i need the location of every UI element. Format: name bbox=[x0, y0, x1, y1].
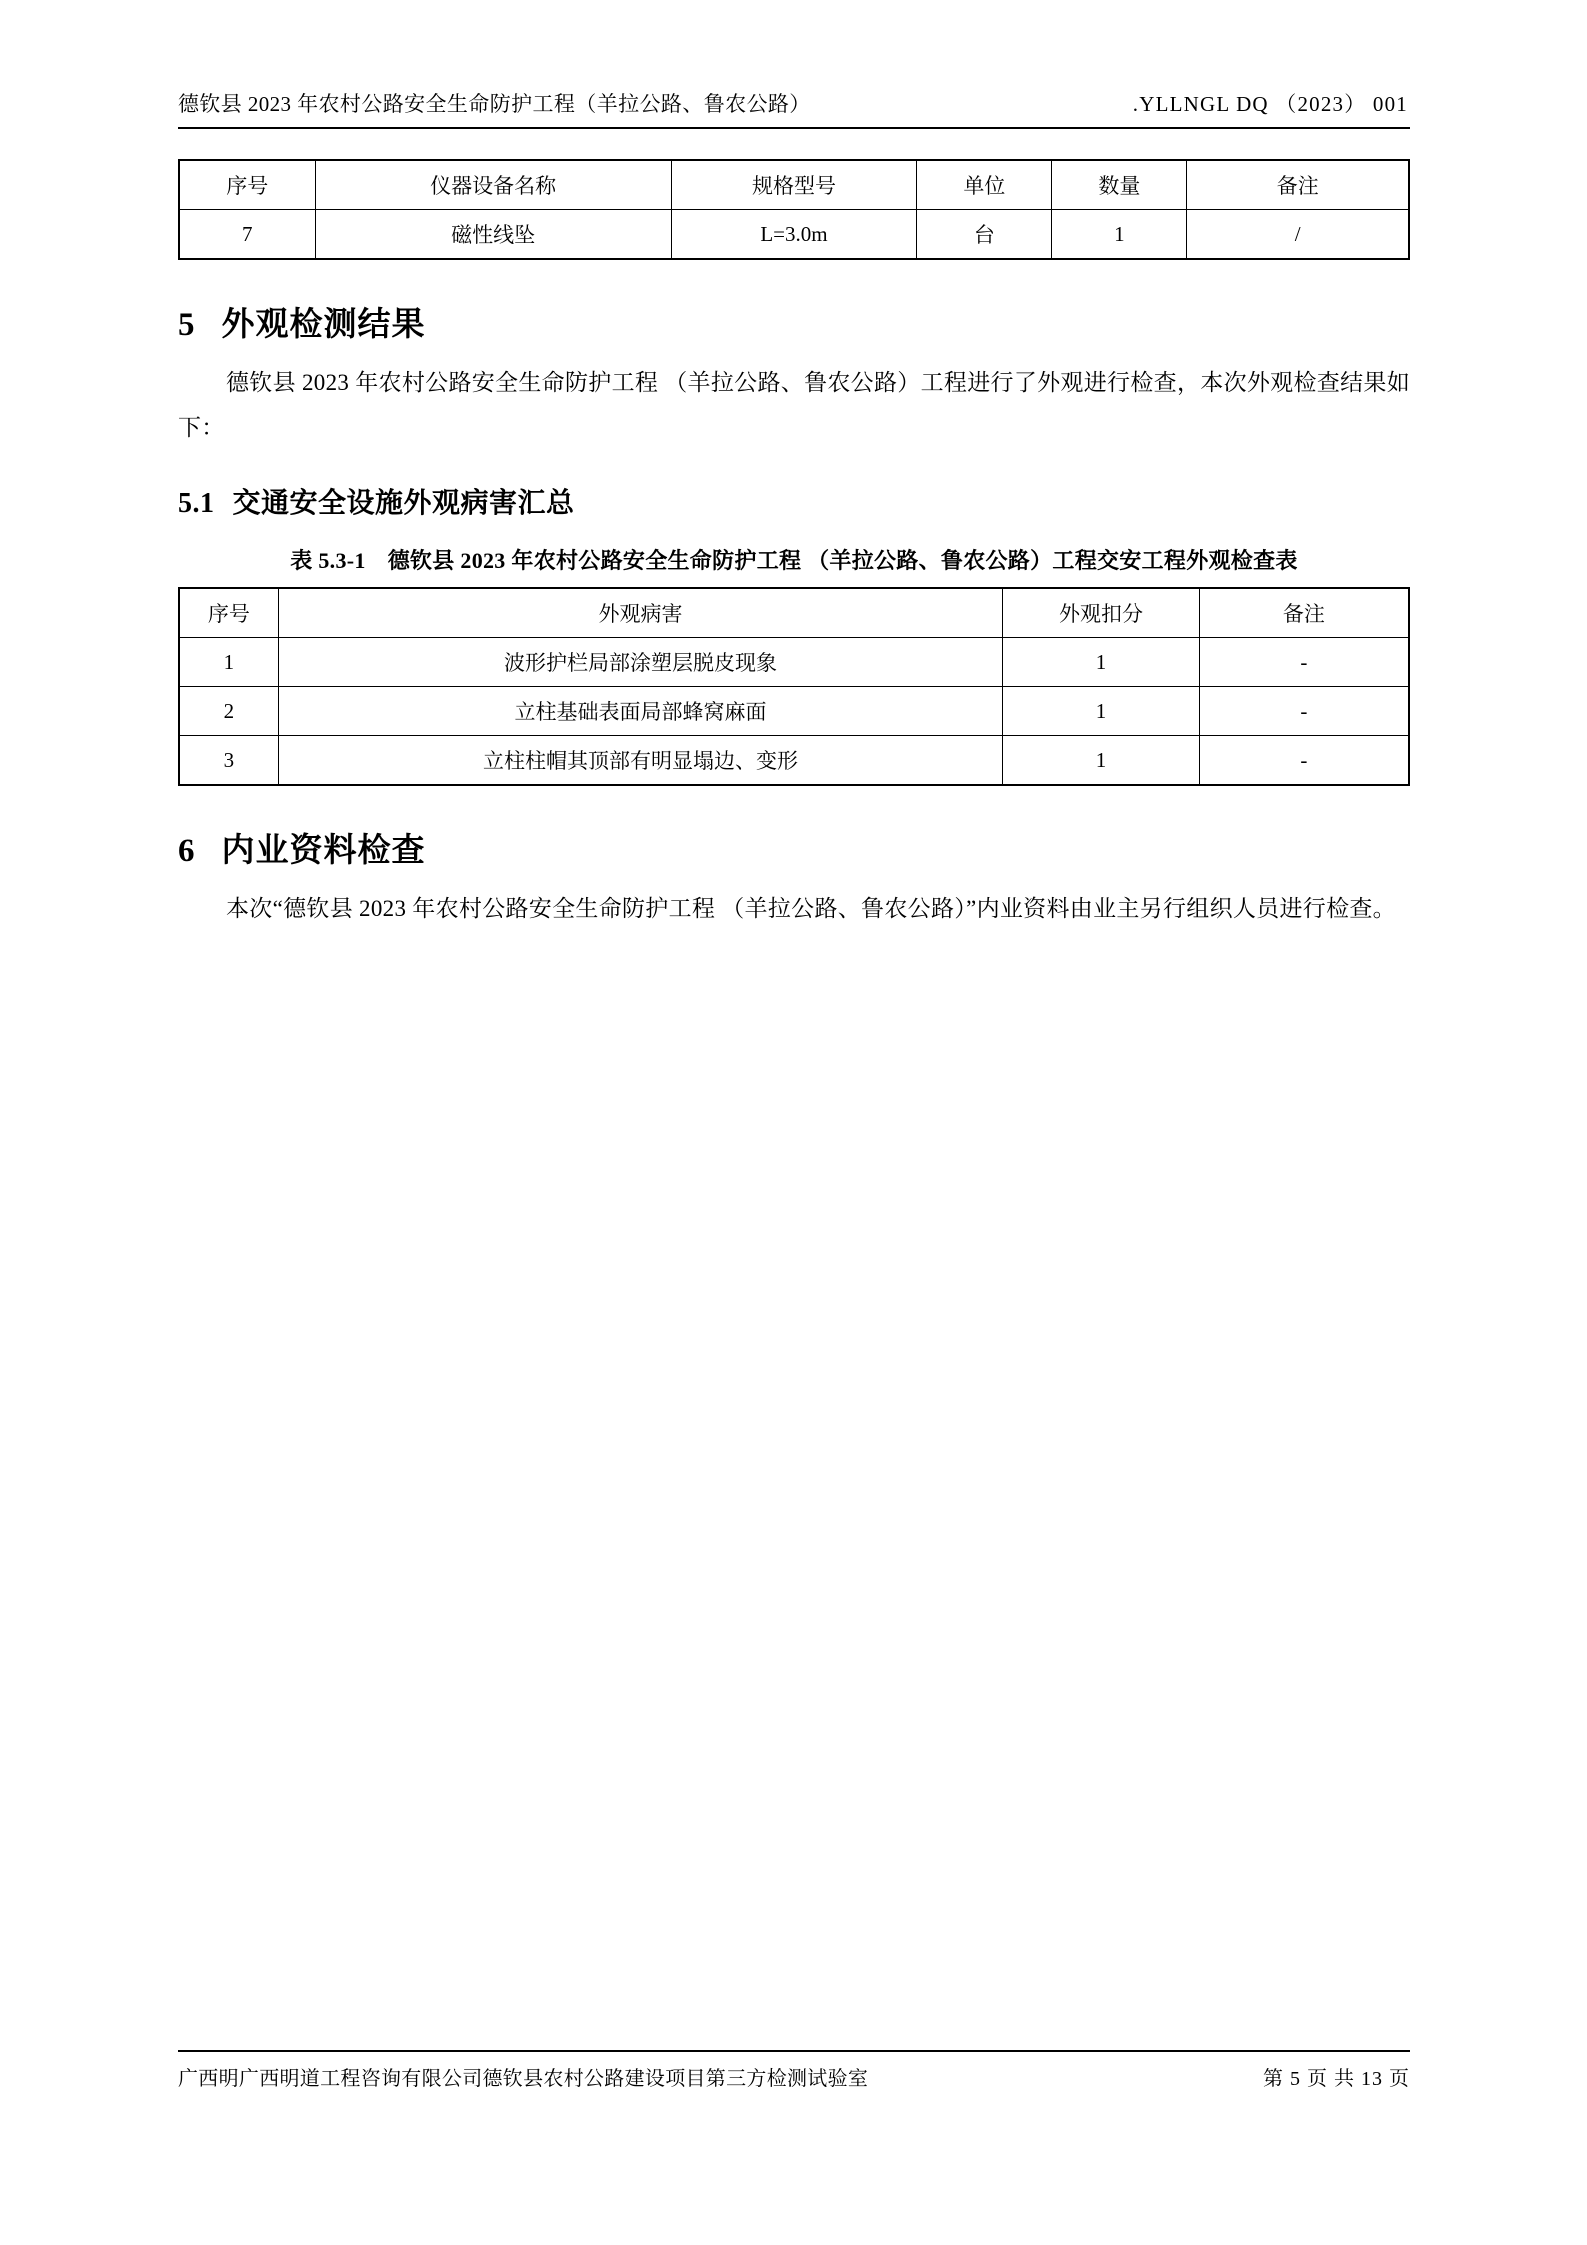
table-header-row bbox=[180, 589, 1408, 638]
column-header: 单位 bbox=[917, 161, 1052, 210]
table-cell: 2 bbox=[180, 687, 278, 736]
section-5-1-title: 交通安全设施外观病害汇总 bbox=[232, 488, 575, 520]
section-6-paragraph: 本次“德钦县 2023 年农村公路安全生命防护工程 （羊拉公路、鲁农公路）”内业资料由业主另行组织人员进行检查。 bbox=[226, 896, 1396, 922]
table-cell: 立柱柱帽其顶部有明显塌边、变形 bbox=[278, 736, 1003, 785]
table-header-row bbox=[180, 161, 1408, 210]
section-6-heading bbox=[178, 824, 1410, 871]
page-content bbox=[178, 90, 1410, 1492]
table-row bbox=[180, 210, 1408, 259]
footer-page-number: 第 5 页 共 13 页 bbox=[1263, 2068, 1410, 2090]
table-cell: 台 bbox=[917, 210, 1052, 259]
table-caption-label: 表 5.3-1 bbox=[290, 548, 366, 574]
column-header: 规格型号 bbox=[671, 161, 917, 210]
table-cell: 1 bbox=[180, 638, 278, 687]
table-caption bbox=[178, 543, 1410, 579]
equipment-table-container bbox=[178, 159, 1410, 260]
section-5-paragraph: 德钦县 2023 年农村公路安全生命防护工程 （羊拉公路、鲁农公路）工程进行了外观进行检查，本次外观检查结果如下： bbox=[178, 370, 1410, 441]
equipment-table bbox=[180, 161, 1408, 258]
column-header: 外观扣分 bbox=[1003, 589, 1199, 638]
section-5-title: 外观检测结果 bbox=[221, 307, 426, 344]
defect-table bbox=[180, 589, 1408, 784]
table-cell: 磁性线坠 bbox=[315, 210, 671, 259]
page-footer bbox=[178, 2050, 1410, 2091]
column-header: 备注 bbox=[1187, 161, 1408, 210]
table-row bbox=[180, 687, 1408, 736]
section-5-1-heading bbox=[178, 481, 1410, 521]
table-cell: 3 bbox=[180, 736, 278, 785]
page-header bbox=[178, 90, 1410, 129]
table-cell: - bbox=[1199, 638, 1408, 687]
section-5-heading bbox=[178, 298, 1410, 345]
table-cell: 1 bbox=[1003, 687, 1199, 736]
table-cell: / bbox=[1187, 210, 1408, 259]
defect-table-container bbox=[178, 587, 1410, 786]
table-cell: L=3.0m bbox=[671, 210, 917, 259]
column-header: 仪器设备名称 bbox=[315, 161, 671, 210]
table-row bbox=[180, 638, 1408, 687]
section-6-number: 6 bbox=[178, 833, 196, 870]
table-cell: - bbox=[1199, 736, 1408, 785]
column-header: 备注 bbox=[1199, 589, 1408, 638]
table-cell: 波形护栏局部涂塑层脱皮现象 bbox=[278, 638, 1003, 687]
footer-organization: 广西明广西明道工程咨询有限公司德钦县农村公路建设项目第三方检测试验室 bbox=[178, 2068, 869, 2090]
section-5-1-number: 5.1 bbox=[178, 488, 215, 520]
table-cell: 立柱基础表面局部蜂窝麻面 bbox=[278, 687, 1003, 736]
section-6-title: 内业资料检查 bbox=[221, 833, 426, 870]
table-caption-text: 德钦县 2023 年农村公路安全生命防护工程 （羊拉公路、鲁农公路）工程交安工程外观检查表 bbox=[387, 548, 1298, 574]
table-row bbox=[180, 736, 1408, 785]
table-cell: - bbox=[1199, 687, 1408, 736]
column-header: 数量 bbox=[1052, 161, 1187, 210]
page-whitespace bbox=[178, 932, 1410, 1492]
header-document-code: .YLLNGL DQ （2023） 001 bbox=[1132, 92, 1408, 116]
section-5-number: 5 bbox=[178, 307, 196, 344]
table-cell: 1 bbox=[1003, 736, 1199, 785]
table-cell: 1 bbox=[1052, 210, 1187, 259]
table-cell: 7 bbox=[180, 210, 315, 259]
column-header: 序号 bbox=[180, 161, 315, 210]
column-header: 外观病害 bbox=[278, 589, 1003, 638]
header-project-title: 德钦县 2023 年农村公路安全生命防护工程（羊拉公路、鲁农公路） bbox=[178, 92, 811, 116]
column-header: 序号 bbox=[180, 589, 278, 638]
table-cell: 1 bbox=[1003, 638, 1199, 687]
